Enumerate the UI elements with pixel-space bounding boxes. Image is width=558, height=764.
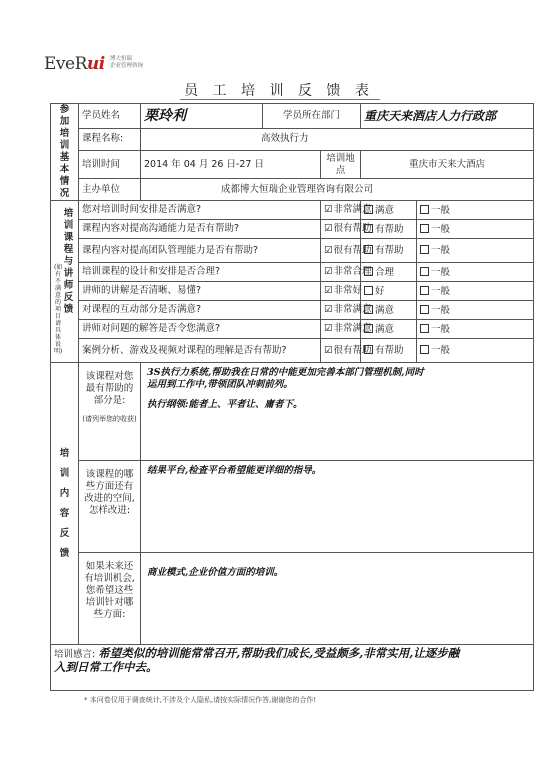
checkbox-icon[interactable] xyxy=(420,224,429,233)
basic-row-course xyxy=(51,129,534,151)
eval-section xyxy=(51,201,534,363)
content-row-q1 xyxy=(51,363,534,461)
content-row-q2 xyxy=(51,461,534,553)
content-section-label: 培训内容反馈 xyxy=(51,363,79,645)
feedback-label: 培训感言: xyxy=(54,649,96,660)
eval-option[interactable] xyxy=(417,282,534,301)
dept-value[interactable]: 重庆天来酒店人力行政部 xyxy=(361,104,534,129)
eval-option-label: 非常满意 xyxy=(333,323,372,334)
q1-hint: (请列举您的收获) xyxy=(82,415,137,423)
basic-row-org xyxy=(51,179,534,201)
checkbox-icon[interactable] xyxy=(420,305,429,314)
eval-option-label: 一般 xyxy=(431,285,451,297)
eval-question: 您对培训时间安排是否满意? xyxy=(79,201,321,220)
basic-row-name xyxy=(51,104,534,129)
eval-option-label: 合理 xyxy=(375,266,395,278)
logo-sub-line2: 企业管理咨询 xyxy=(110,63,144,69)
eval-option[interactable] xyxy=(321,339,372,363)
q1-answer[interactable] xyxy=(141,363,534,461)
eval-option[interactable] xyxy=(361,301,417,320)
eval-option-label: 非常好 xyxy=(333,285,363,296)
eval-option[interactable] xyxy=(361,339,417,363)
feedback-row xyxy=(51,645,534,691)
eval-option-label: 一般 xyxy=(431,266,451,278)
eval-option[interactable] xyxy=(321,282,361,301)
checked-box-icon[interactable]: ☑ xyxy=(324,244,333,256)
eval-section-label: (如有不满意的项目请具体说明)培训课程与讲师反馈 xyxy=(51,201,79,363)
eval-option[interactable] xyxy=(321,320,372,339)
q3-label: 如果未来还有培训机会,您希望这些培训针对哪些方面: xyxy=(79,553,141,645)
checkbox-icon[interactable] xyxy=(364,205,373,214)
basic-section-label: 参加培训基本情况 xyxy=(51,104,79,201)
eval-option[interactable] xyxy=(321,239,372,263)
eval-option-label: 一般 xyxy=(431,245,451,256)
content-row-q3 xyxy=(51,553,534,645)
org-label: 主办单位 xyxy=(79,179,141,201)
eval-row xyxy=(51,239,534,263)
student-name-label: 学员姓名 xyxy=(79,104,141,129)
q3-answer[interactable]: 商业模式,企业价值方面的培训。 xyxy=(141,553,534,645)
checkbox-icon[interactable] xyxy=(420,205,429,214)
eval-option[interactable] xyxy=(417,239,534,263)
course-value[interactable]: 高效执行力 xyxy=(141,129,534,151)
eval-option[interactable] xyxy=(417,220,534,239)
eval-option[interactable] xyxy=(361,320,417,339)
checked-box-icon[interactable]: ☑ xyxy=(324,223,333,234)
checkbox-icon[interactable] xyxy=(364,245,373,254)
q1-answer-line2: 运用到工作中,带领团队冲刺前列。 xyxy=(147,379,293,390)
eval-option[interactable] xyxy=(417,320,534,339)
place-value[interactable]: 重庆市天来大酒店 xyxy=(361,150,534,179)
eval-question: 课程内容对提高沟通能力是否有帮助? xyxy=(79,220,321,239)
eval-option[interactable] xyxy=(361,239,417,263)
time-value[interactable]: 2014 年 04 月 26 日-27 日 xyxy=(141,150,321,179)
eval-option[interactable] xyxy=(361,282,417,301)
eval-option-label: 很有帮助 xyxy=(333,244,372,256)
logo-sub-line1: 博大恒瑞 xyxy=(110,56,133,62)
eval-option[interactable] xyxy=(321,201,372,220)
eval-option-label: 满意 xyxy=(375,323,395,335)
footer-note: * 本问卷仅用于调查统计,不涉及个人隐私,请按实际情况作答,谢谢您的合作! xyxy=(84,696,317,704)
eval-option-label: 一般 xyxy=(431,304,451,316)
eval-question: 培训课程的设计和安排是否合理? xyxy=(79,263,321,282)
feedback-form-table xyxy=(50,103,534,691)
eval-option-label: 有帮助 xyxy=(375,245,404,256)
feedback-line2[interactable]: 入到日常工作中去。 xyxy=(54,660,158,674)
place-label: 培训地点 xyxy=(321,150,361,179)
checked-box-icon[interactable]: ☑ xyxy=(324,344,333,356)
eval-option[interactable] xyxy=(321,301,372,320)
eval-option-label: 非常满意 xyxy=(333,304,372,315)
checked-box-icon[interactable]: ☑ xyxy=(324,323,333,334)
eval-question: 案例分析、游戏及视频对课程的理解是否有帮助? xyxy=(79,339,321,363)
checked-box-icon[interactable]: ☑ xyxy=(324,285,333,296)
eval-option-label: 非常合理 xyxy=(333,266,372,277)
checkbox-icon[interactable] xyxy=(420,345,429,354)
logo-brand-mid: ui xyxy=(86,54,105,74)
course-label: 课程名称: xyxy=(79,129,141,151)
basic-row-time xyxy=(51,150,534,179)
eval-option[interactable] xyxy=(417,201,534,220)
eval-option-label: 很有帮助 xyxy=(333,344,372,356)
org-value[interactable]: 成都博大恒瑞企业管理咨询有限公司 xyxy=(141,179,534,201)
eval-option[interactable] xyxy=(321,220,372,239)
eval-option-label: 很有帮助 xyxy=(333,223,372,234)
checkbox-icon[interactable] xyxy=(364,286,373,295)
dept-label: 学员所在部门 xyxy=(263,104,361,129)
logo-brand-prefix: EveR xyxy=(44,54,87,74)
checkbox-icon[interactable] xyxy=(364,267,373,276)
eval-option[interactable] xyxy=(417,339,534,363)
eval-row xyxy=(51,282,534,301)
eval-question: 对课程的互动部分是否满意? xyxy=(79,301,321,320)
form-title: 员 工 培 训 反 馈 表 xyxy=(184,83,374,99)
checked-box-icon[interactable]: ☑ xyxy=(324,304,333,315)
eval-section-note: (如有不满意的项目请具体说明) xyxy=(54,264,63,355)
checkbox-icon[interactable] xyxy=(420,286,429,295)
eval-option-label: 非常满意 xyxy=(333,204,372,215)
eval-option[interactable] xyxy=(417,263,534,282)
eval-question: 课程内容对提高团队管理能力是否有帮助? xyxy=(79,239,321,263)
eval-option-label: 一般 xyxy=(431,345,451,356)
company-logo xyxy=(44,54,174,80)
eval-option[interactable] xyxy=(361,263,417,282)
checked-box-icon[interactable]: ☑ xyxy=(324,204,333,215)
checkbox-icon[interactable] xyxy=(364,345,373,354)
eval-row xyxy=(51,339,534,363)
eval-option[interactable] xyxy=(417,301,534,320)
q2-label: 该课程的哪些方面还有改进的空间,怎样改进: xyxy=(79,461,141,553)
eval-row xyxy=(51,320,534,339)
eval-option-label: 满意 xyxy=(375,204,395,216)
q1-answer-line1: 3S执行力系统,帮助我在日常的中能更加完善本部门管理机制,同时 xyxy=(147,367,424,378)
eval-option[interactable] xyxy=(361,201,417,220)
eval-option-label: 一般 xyxy=(431,323,451,335)
eval-option-label: 有帮助 xyxy=(375,345,404,356)
q1-label: 该课程对您最有帮助的部分是: (请列举您的收获) xyxy=(79,363,141,461)
eval-option[interactable] xyxy=(321,263,372,282)
checkbox-icon[interactable] xyxy=(364,305,373,314)
time-label: 培训时间 xyxy=(79,150,141,179)
checkbox-icon[interactable] xyxy=(420,267,429,276)
feedback-line1[interactable]: 希望类似的培训能常常召开,帮助我们成长,受益颇多,非常实用,让逐步融 xyxy=(98,646,460,660)
q2-answer[interactable]: 结果平台,检查平台希望能更详细的指导。 xyxy=(141,461,534,553)
eval-row xyxy=(51,301,534,320)
eval-option[interactable] xyxy=(361,220,417,239)
title-rule xyxy=(180,99,380,100)
eval-option-label: 满意 xyxy=(375,304,395,316)
eval-question: 讲师对问题的解答是否令您满意? xyxy=(79,320,321,339)
checkbox-icon[interactable] xyxy=(364,324,373,333)
eval-option-label: 一般 xyxy=(431,223,451,235)
eval-option-label: 有帮助 xyxy=(375,223,404,235)
q1-answer-line3: 执行纲领:能者上、平者让、庸者下。 xyxy=(147,399,303,410)
eval-option-label: 一般 xyxy=(431,204,451,216)
eval-row xyxy=(51,201,534,220)
checkbox-icon[interactable] xyxy=(420,324,429,333)
eval-row xyxy=(51,263,534,282)
student-name-value[interactable]: 栗玲利 xyxy=(141,104,263,129)
checked-box-icon[interactable]: ☑ xyxy=(324,266,333,277)
eval-option-label: 好 xyxy=(375,285,385,297)
checkbox-icon[interactable] xyxy=(364,224,373,233)
eval-row xyxy=(51,220,534,239)
checkbox-icon[interactable] xyxy=(420,245,429,254)
eval-question: 讲师的讲解是否清晰、易懂? xyxy=(79,282,321,301)
